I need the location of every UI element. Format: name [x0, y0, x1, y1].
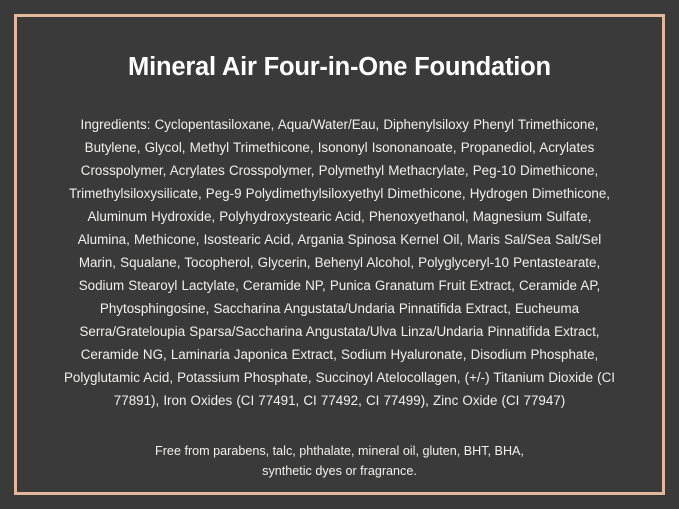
free-from-line-1: Free from parabens, talc, phthalate, mineral oil, gluten, BHT, BHA, [155, 444, 524, 459]
label-content [14, 14, 665, 495]
free-from-line-2: synthetic dyes or fragrance. [262, 463, 417, 478]
ingredients-text: Ingredients: Cyclopentasiloxane, Aqua/Water/Eau, Diphenylsiloxy Phenyl Trimethicone, Butylene, Glycol, Methyl Trimethicone, Isononyl Isononanoate, Propanediol, Acrylates Crosspolymer, Acrylates Crosspolymer, Polymethyl Methacrylate, Peg-10 Dimethicone, Trimethylsiloxysilicate, Peg-9 Polydimethylsiloxyethyl Dimethicone, Hydrogen Dimethicone, Aluminum Hydroxide, Polyhydroxystearic Acid, Phenoxyethanol, Magnesium Sulfate, Alumina, Methicone, Isostearic Acid, Argania Spinosa Kernel Oil, Maris Sal/Sea Salt/Sel Marin, Squalane, Tocopherol, Glycerin, Behenyl Alcohol, Polyglyceryl-10 Pentastearate, Sodium Stearoyl Lactylate, Ceramide NP, Punica Granatum Fruit Extract, Ceramide AP, Phytosphingosine, Saccharina Angustata/Undaria Pinnatifida Extract, Eucheuma Serra/Grateloupia Sparsa/Saccharina Angustata/Ulva Linza/Undaria Pinnatifida Extract, Ceramide NG, Laminaria Japonica Extract, Sodium Hyaluronate, Disodium Phosphate, Polyglutamic Acid, Potassium Phosphate, Succinoyl Atelocollagen, (+/-) Titanium Dioxide (CI 77891), Iron Oxides (CI 77491, CI 77492, CI 77499), Zinc Oxide (CI 77947) [63, 116, 615, 409]
page-title: Mineral Air Four-in-One Foundation [128, 53, 551, 81]
free-from-block [88, 442, 591, 481]
